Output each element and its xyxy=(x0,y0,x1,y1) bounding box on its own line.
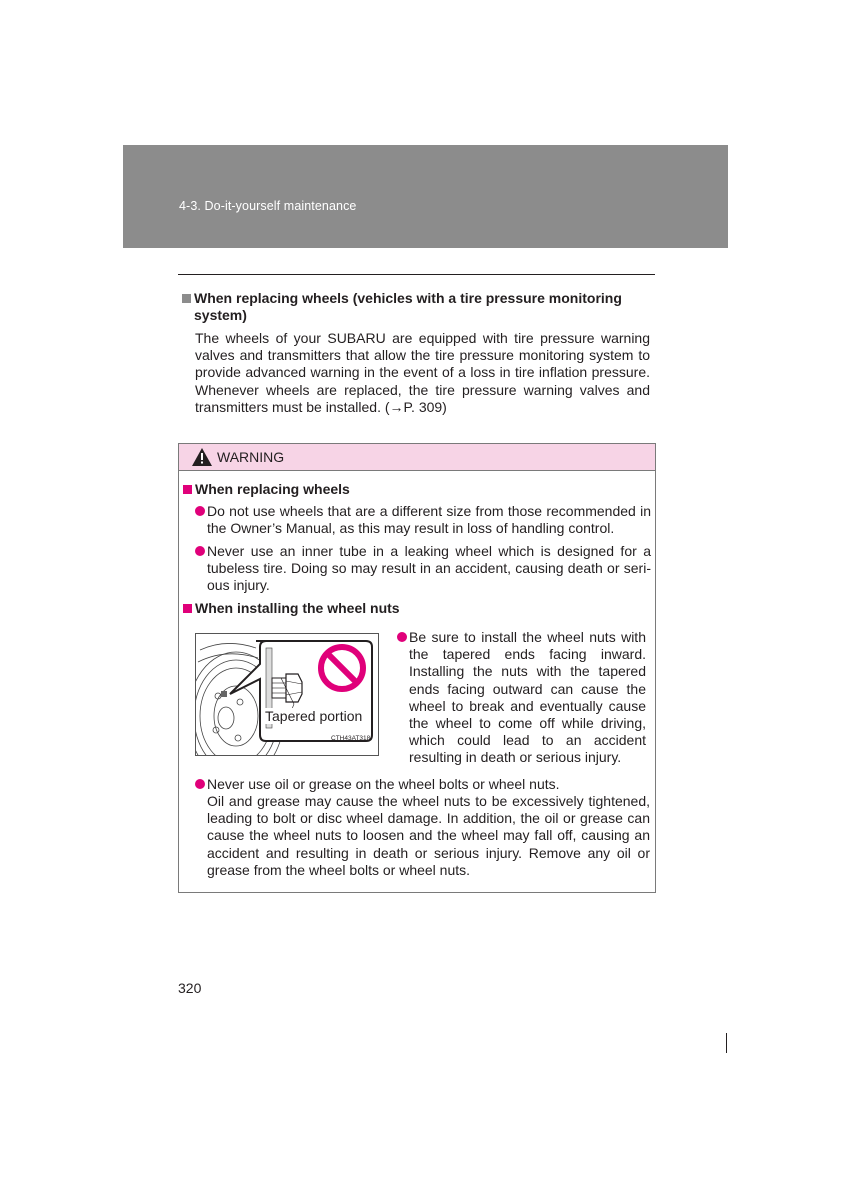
warning-triangle-icon xyxy=(191,447,213,467)
warning-section1-bullet-1 xyxy=(195,503,651,537)
warning-section2-bullet-2 xyxy=(195,776,651,793)
bullet-text: Never use an inner tube in a leaking wheel which is designed for a tubeless tire. Doing so may result in an accident, causing death or serious injury. xyxy=(207,543,651,594)
page-edge-mark xyxy=(726,1033,727,1053)
bullet-dot-icon xyxy=(397,632,407,642)
warning-header xyxy=(179,444,655,471)
intro-heading-line2: system) xyxy=(194,307,247,323)
bullet-text: Do not use wheels that are a different size from those recommended in the Owner’s Manual, as this may result in loss of handling control. xyxy=(207,503,651,537)
wheel-nut-figure xyxy=(195,633,379,756)
intro-heading-line1: When replacing wheels (vehicles with a tire pressure monitoring xyxy=(194,290,622,306)
intro-heading xyxy=(182,290,650,324)
warning-section1-heading xyxy=(183,481,350,497)
figure-code: CTH43AT318 xyxy=(331,735,371,742)
pink-square-icon xyxy=(183,485,192,494)
gray-square-icon xyxy=(182,294,191,303)
warning-section1-bullet-2 xyxy=(195,543,651,595)
figure-label: Tapered portion xyxy=(265,708,363,724)
header-tick xyxy=(726,145,728,165)
warning-label: WARNING xyxy=(217,449,285,465)
bullet-dot-icon xyxy=(195,779,205,789)
warning-section2-heading xyxy=(183,600,400,616)
section-header-band xyxy=(123,145,728,248)
bullet-text: Never use oil or grease on the wheel bolts or wheel nuts. xyxy=(207,776,560,792)
intro-body: The wheels of your SUBARU are equipped with tire pressure warning valves and transmitters that allow the tire pressure monitoring system to provide advanced warning in the event of a loss in tire inflation pressure. Whenever wheels are replaced, the tire pressure warning valves and transmitters must be installed. (→P. 309) xyxy=(195,330,650,415)
bullet-dot-icon xyxy=(195,506,205,516)
warning-section2-bullet-1 xyxy=(397,629,646,767)
warning-box xyxy=(178,443,656,893)
warning-section2-heading-text: When installing the wheel nuts xyxy=(195,600,400,616)
section-title: 4-3. Do-it-yourself maintenance xyxy=(179,199,357,213)
bullet-dot-icon xyxy=(195,546,205,556)
page-number: 320 xyxy=(178,980,202,996)
warning-section2-bullet-2-body: Oil and grease may cause the wheel nuts to be excessively tightened, leading to bolt or disc wheel damage. In addition, the oil or grease can cause the wheel nuts to loosen and the wheel may fall off, causing an accident and resulting in death or serious injury. Remove any oil or grease from the wheel bolts or wheel nuts. xyxy=(207,793,650,878)
pink-square-icon xyxy=(183,604,192,613)
wheel-nut-detail xyxy=(221,641,372,741)
top-rule xyxy=(178,274,655,275)
warning-section1-heading-text: When replacing wheels xyxy=(195,481,350,497)
bullet-text: Be sure to install the wheel nuts with the tapered ends facing inward. Installing the nuts with the tapered ends facing outward can cause the wheel to break and eventually cause the wheel to come off while driving, which could lead to an accident resulting in death or serious injury. xyxy=(409,629,646,766)
